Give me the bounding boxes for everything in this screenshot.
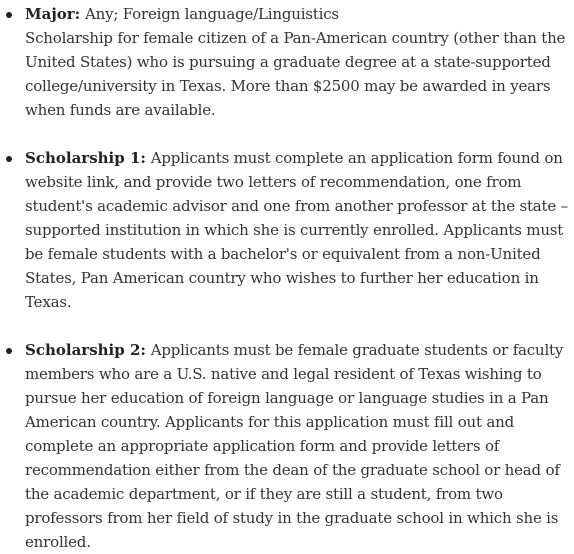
item-lead-text: Any; Foreign language/Linguistics xyxy=(84,5,339,23)
item-label: Scholarship 2: xyxy=(25,341,146,359)
bullet-icon xyxy=(6,12,12,18)
scholarship-list xyxy=(0,2,570,554)
list-item-major xyxy=(0,2,570,122)
list-item-scholarship-1 xyxy=(0,146,570,314)
item-body-text: Scholarship for female citizen of a Pan-American country (other than the United States) who is pursuing a graduate degree at a state-supported college/university in Texas. More than $2500 may be awarded in years when funds are available. xyxy=(25,29,566,119)
bullet-icon xyxy=(6,156,12,162)
item-label: Scholarship 1: xyxy=(25,149,146,167)
bullet-icon xyxy=(6,348,12,354)
item-body-text: Applicants must be female graduate students or faculty members who are a U.S. native and legal resident of Texas wishing to pursue her education of foreign language or language studies in a Pan American country. Applicants for this application must fill out and complete an appropriate application form and provide letters of recommendation either from the dean of the graduate school or head of the academic department, or if they are still a student, from two professors from her field of study in the graduate school in which she is enrolled. xyxy=(25,341,564,551)
item-body-text: Applicants must complete an application form found on website link, and provide two letters of recommendation, one from student's academic advisor and one from another professor at the state – supported institution in which she is currently enrolled. Applicants must be female students with a bachelor's or equivalent from a non-United States, Pan American country who wishes to further her education in Texas. xyxy=(25,149,568,311)
list-item-scholarship-2 xyxy=(0,338,570,554)
item-label: Major: xyxy=(25,5,81,23)
